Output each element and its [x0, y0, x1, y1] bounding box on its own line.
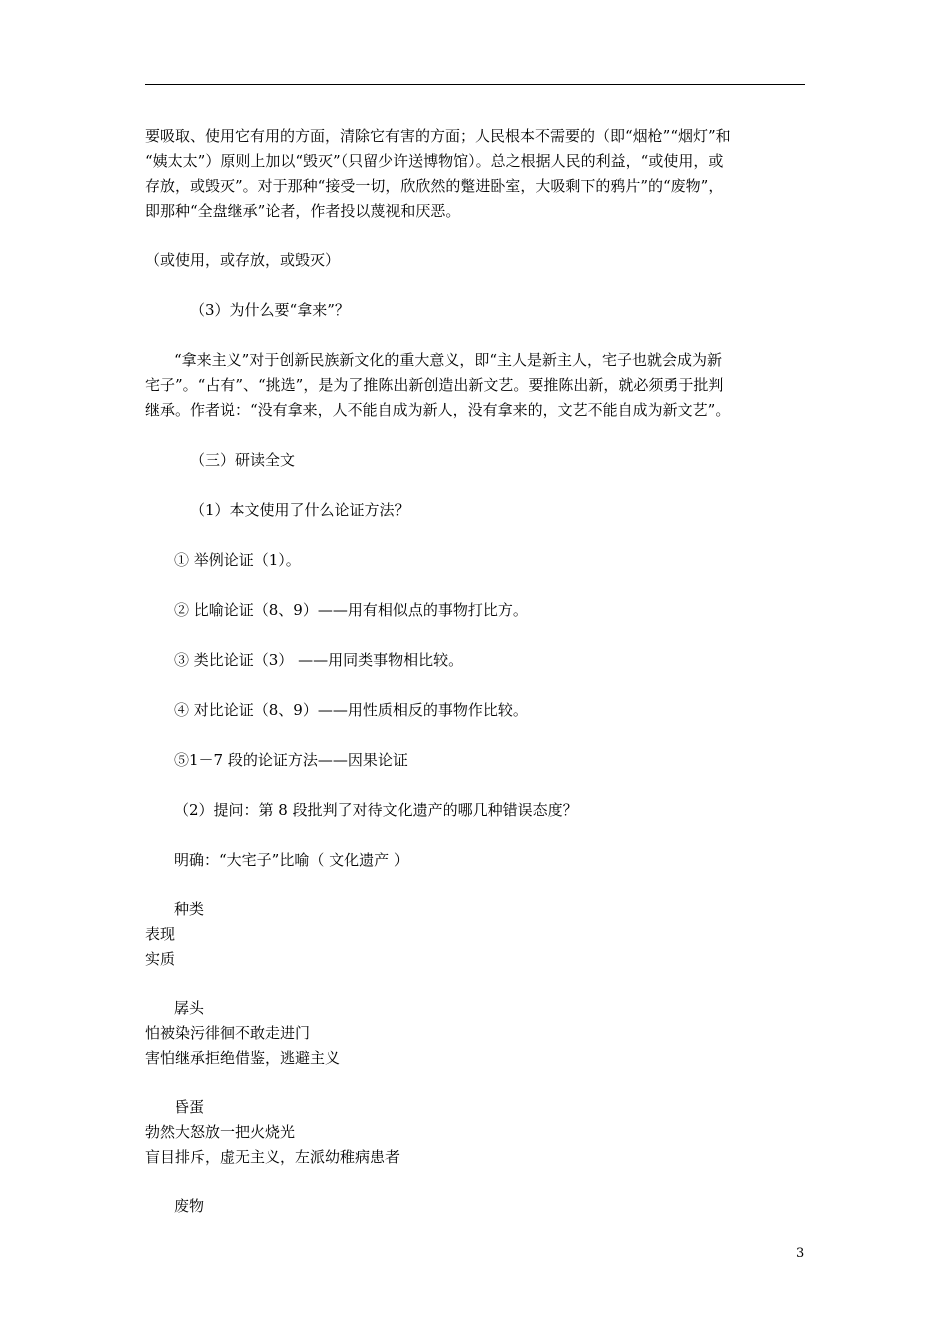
- table-cell: 害怕继承拒绝借鉴，逃避主义: [145, 1049, 341, 1067]
- section-heading: （三）研读全文: [190, 451, 296, 469]
- table-cell-head: 孱头: [174, 999, 205, 1017]
- list-item: ① 举例论证（1）。: [174, 551, 301, 569]
- list-item: ④ 对比论证（8、9）——用性质相反的事物作比较。: [174, 701, 528, 719]
- paragraph-line: 存放，或毁灭”。对于那种“接受一切，欣欣然的蹩进卧室，大吸剩下的鸦片”的“废物”，: [145, 177, 724, 195]
- paragraph-line: （或使用，或存放，或毁灭）: [145, 251, 341, 269]
- question-1: （1）本文使用了什么论证方法？: [190, 501, 410, 519]
- table-cell: 盲目排斥，虚无主义，左派幼稚病患者: [145, 1148, 401, 1166]
- paragraph-line: 要吸取、使用它有用的方面，清除它有害的方面；人民根本不需要的（即“烟枪”“烟灯”和: [145, 127, 731, 145]
- table-cell: 表现: [145, 925, 176, 943]
- table-cell: 怕被染污徘徊不敢走进门: [145, 1024, 311, 1042]
- list-item: ⑤1－7 段的论证方法——因果论证: [174, 751, 408, 769]
- paragraph-line: “拿来主义”对于创新民族新文化的重大意义，即“主人是新主人，宅子也就会成为新: [174, 351, 723, 369]
- table-cell: 勃然大怒放一把火烧光: [145, 1123, 296, 1141]
- header-rule: [145, 84, 805, 85]
- paragraph-line: “姨太太”）原则上加以“毁灭”（只留少许送博物馆）。总之根据人民的利益，“或使用，或: [145, 152, 724, 170]
- paragraph-line: 继承。作者说：“没有拿来，人不能自成为新人，没有拿来的，文艺不能自成为新文艺”。: [145, 401, 731, 419]
- question-3: （3）为什么要“拿来”？: [190, 301, 350, 319]
- table-cell-head: 种类: [174, 900, 205, 918]
- table-cell-head: 废物: [174, 1197, 205, 1215]
- table-cell: 实质: [145, 950, 176, 968]
- table-cell-head: 昏蛋: [174, 1098, 205, 1116]
- question-2: （2）提问：第 8 段批判了对待文化遗产的哪几种错误态度？: [174, 801, 578, 819]
- page-number: 3: [796, 1246, 805, 1261]
- list-item: ② 比喻论证（8、9）——用有相似点的事物打比方。: [174, 601, 528, 619]
- clarification: 明确：“大宅子”比喻（ 文化遗产 ）: [174, 851, 409, 869]
- paragraph-line: 宅子”。“占有”、“挑选”，是为了推陈出新创造出新文艺。要推陈出新，就必须勇于批判: [145, 376, 724, 394]
- list-item: ③ 类比论证（3） ——用同类事物相比较。: [174, 651, 464, 669]
- paragraph-line: 即那种“全盘继承”论者，作者投以蔑视和厌恶。: [145, 202, 461, 220]
